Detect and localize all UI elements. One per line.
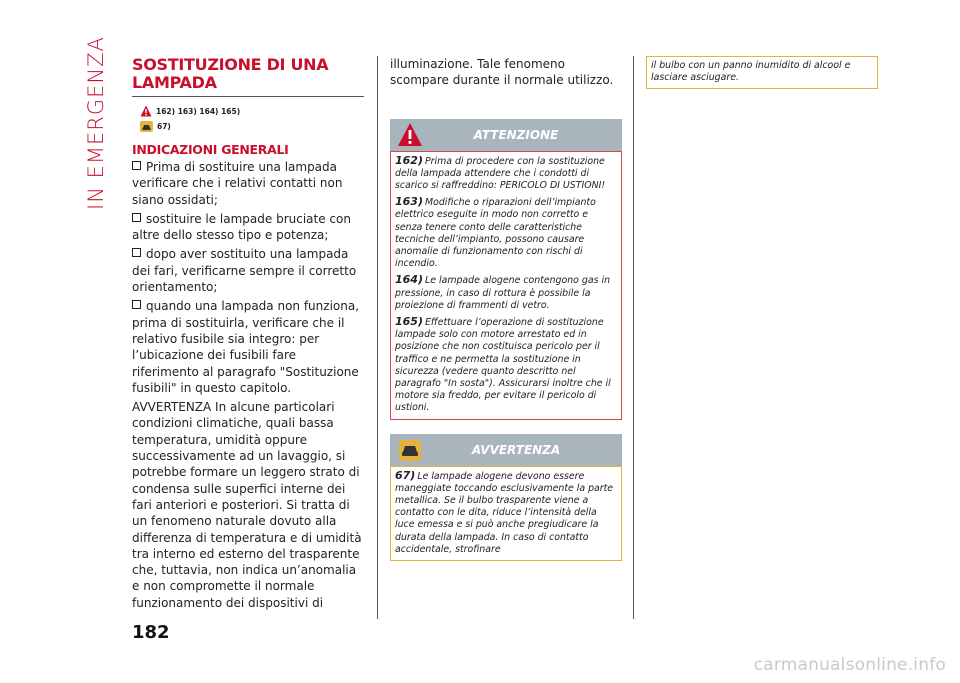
attenzione-header [390, 119, 622, 151]
caution-references [140, 121, 364, 132]
bullet-square-icon [132, 300, 141, 309]
warning-note: 163) Modifiche o riparazioni dell’impianto elettrico eseguite in modo non corretto e senza tenere conto delle caratteristiche tecniche dell’impianto, possono causare anomalie di funzionamento con rischi di incendio. [395, 195, 596, 270]
warning-note: 164) Le lampade alogene contengono gas in pressione, in caso di rottura è possibile la proiezione di frammenti di vetro. [395, 273, 611, 311]
caution-note: 67) Le lampade alogene devono essere maneggiate toccando esclusivamente la parte metallica. Se il bulbo trasparente viene a contatto con le dita, riduce l’intensità della luce emessa e si può anche pregiudicare la durata della lampada. In caso di contatto accidentale, strofinare [395, 468, 614, 555]
avvertenza-box [390, 466, 622, 561]
caution-refs-text: 67) [157, 122, 171, 131]
title-rule [132, 96, 364, 97]
column-2 [390, 56, 622, 561]
list-item: dopo aver sostituito una lampada dei fari, verificarne sempre il corretto orientamento; [132, 247, 357, 295]
bullet-square-icon [132, 161, 141, 170]
column-1 [132, 56, 364, 611]
attenzione-box [390, 151, 622, 420]
chapter-side-title: IN EMERGENZA [84, 36, 108, 210]
attenzione-title: ATTENZIONE [473, 127, 559, 142]
watermark: carmanualsonline.info [753, 655, 946, 675]
warning-triangle-icon [140, 105, 152, 117]
warning-note: 165) Effettuare l’operazione di sostituzione lampade solo con motore arrestato ed in posizione che non costituisca pericolo per il traffico e ne permetta la sostituzione in sicurezza (vedere quanto descritto nel paragrafo "In sosta"). Assicurarsi inoltre che il motore sia freddo, per evitare il pericolo di ustioni. [395, 315, 611, 414]
column-divider [633, 56, 634, 619]
bullet-square-icon [132, 213, 141, 222]
column-3 [646, 56, 878, 89]
subheading: INDICAZIONI GENERALI [132, 142, 289, 157]
avvertenza-box-continued [646, 56, 878, 89]
avvertenza-paragraph-continued: illuminazione. Tale fenomeno scompare durante il normale utilizzo. [390, 57, 614, 88]
bullet-list [132, 159, 364, 611]
page-number: 182 [132, 622, 170, 643]
warning-references [140, 105, 364, 117]
bullet-square-icon [132, 248, 141, 257]
list-item: Prima di sostituire una lampada verificare che i relativi contatti non siano ossidati; [132, 160, 343, 207]
warning-note: 162) Prima di procedere con la sostituzione della lampada attendere che i condotti di scarico si raffreddino: PERICOLO DI USTIONI! [395, 153, 606, 191]
avvertenza-title: AVVERTENZA [471, 442, 561, 457]
warning-refs-text: 162) 163) 164) 165) [156, 106, 241, 116]
avvertenza-paragraph: AVVERTENZA In alcune particolari condizioni climatiche, quali bassa temperatura, umidità oppure successivamente ad un lavaggio, si potrebbe formare un leggero strato di condensa sulle superfici interne dei fari anteriori e posteriori. Si tratta di un fenomeno naturale dovuto alla differenza di temperatura e di umidità tra interno ed esterno del trasparente che, tuttavia, non indica un’anomalia e non compromette il normale funzionamento dei dispositivi di [132, 400, 362, 610]
car-caution-icon [140, 121, 153, 132]
column-divider [377, 56, 378, 619]
section-title: SOSTITUZIONE DI UNA LAMPADA [132, 55, 329, 92]
avvertenza-header [390, 434, 622, 466]
list-item: sostituire le lampade bruciate con altre dello stesso tipo e potenza; [132, 211, 351, 243]
list-item: quando una lampada non funziona, prima di sostituirla, verificare che il relativo fusibile sia integro: per l’ubicazione dei fusibili fare riferimento al paragrafo "Sostituzione fusibili" in questo capitolo. [132, 299, 360, 395]
caution-note-continued: il bulbo con un panno inumidito di alcool e lasciare asciugare. [651, 60, 851, 84]
